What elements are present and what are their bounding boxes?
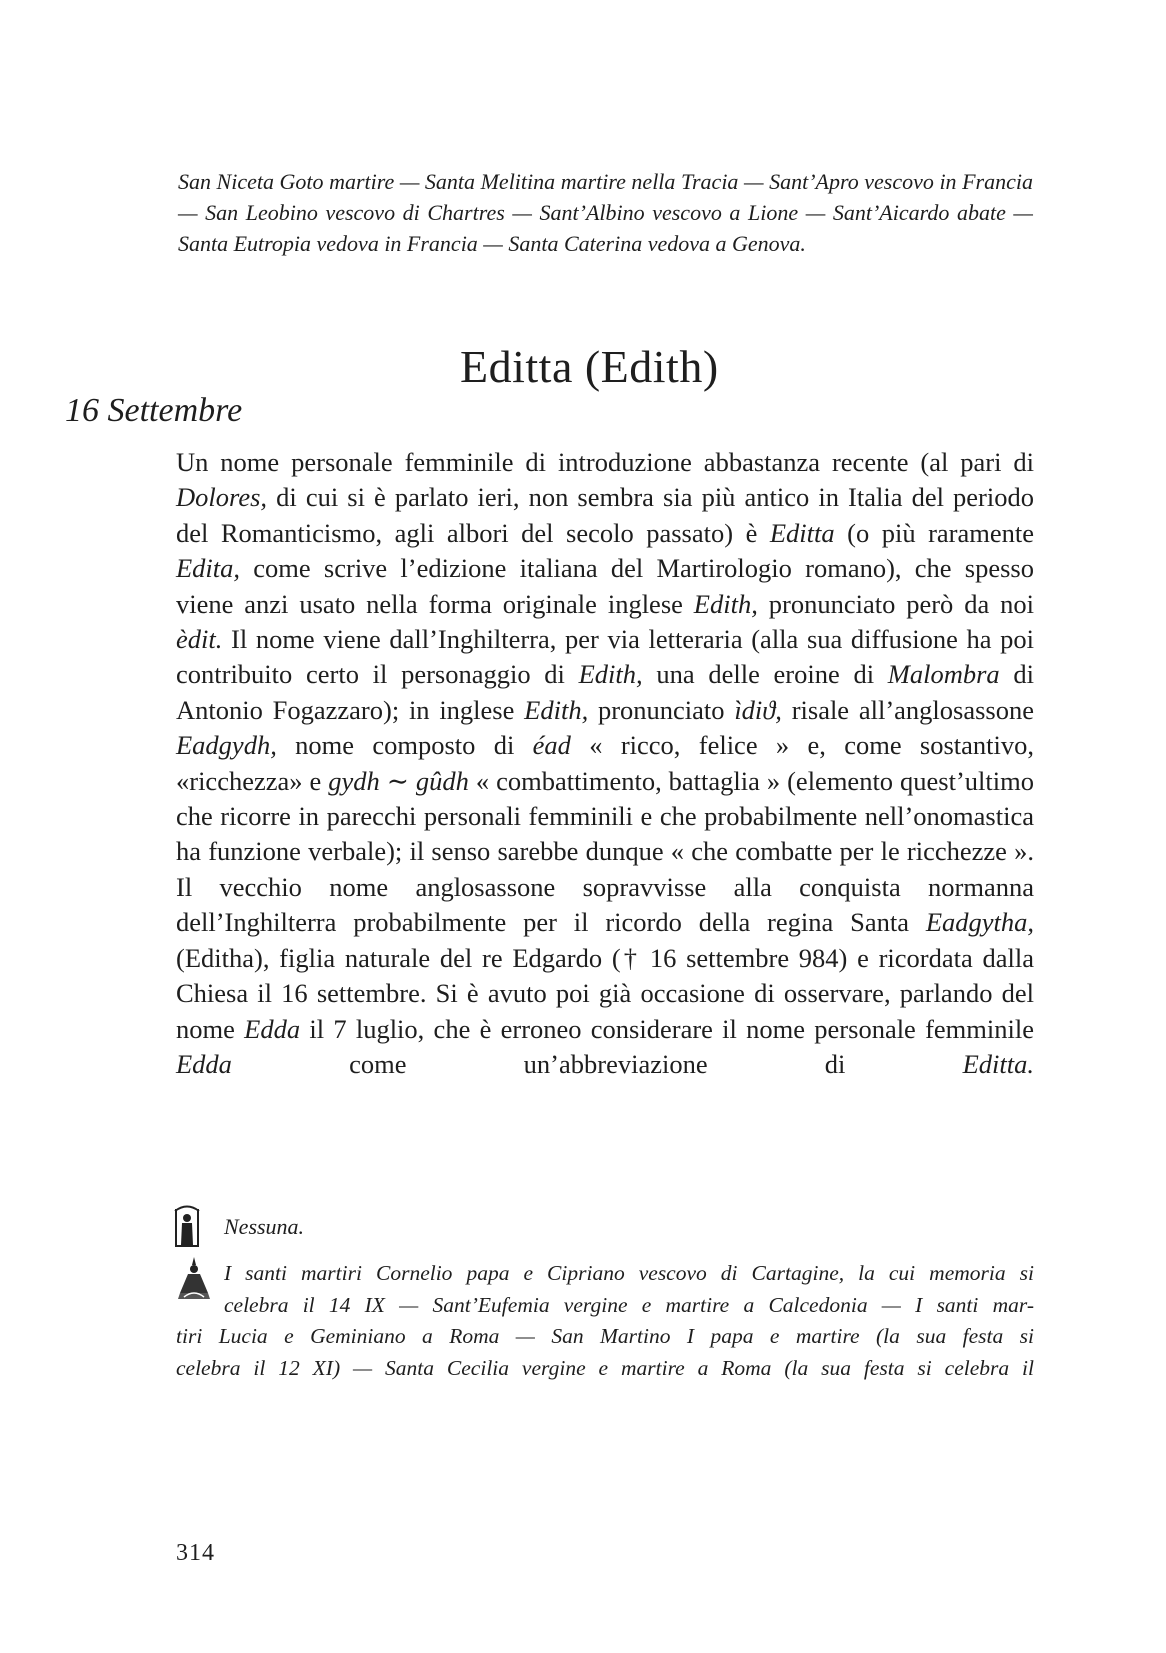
italic-term: Eadgydh, [176,730,277,761]
italic-term: gydh ∼ gûdh [328,765,469,796]
body-segment: « combattimento, battaglia » (elemento quest’ultimo che ricorre in parecchi personali femminili e che probabilmente nell’onomastica ha funzione verbale); il senso sarebbe dunque « che combatte per le ricchezze ». Il vecchio nome anglosassone sopravvisse alla conquista normanna dell’Inghilterra probabilmente per il ricordo della regina Santa [176,765,1034,938]
italic-term: éad [532,730,571,761]
martyrology-line: tiri Lucia e Geminiano a Roma — San Martino I papa e martire (la sua festa si [176,1324,1034,1348]
body-segment: (o più raramente [834,517,1034,548]
italic-term: Dolores, [176,482,268,513]
martyr-figure-icon [174,1255,214,1303]
italic-term: Editta [769,517,835,548]
italic-term: Edith, [524,694,589,725]
body-segment: il 7 luglio, che è erroneo considerare il nome personale femminile [300,1013,1034,1044]
body-segment: pronunciato però da noi [757,588,1034,619]
italic-term: Edda [244,1013,301,1044]
italic-term: ìdiϑ, [734,694,782,725]
italic-term: Editta. [962,1048,1034,1079]
page-number: 314 [176,1540,215,1566]
martyrology-line: celebra il 12 XI) — Santa Cecilia vergine e martire a Roma (la sua festa si celebra il [176,1355,1034,1380]
italic-term: èdit. [176,624,223,655]
martyrology-line: I santi martiri Cornelio papa e Cipriano vescovo di Cartagine, la cui memoria si [224,1261,1034,1285]
body-segment: nome composto di [276,730,533,761]
martyrology-list [176,1258,1034,1384]
patron-saints-text: Nessuna. [224,1214,305,1239]
body-segment: pronunciato [588,694,735,725]
body-segment: una delle eroine di [642,659,888,690]
body-segment: di Antonio Fogazzaro); in inglese [176,659,1034,725]
martyrology-line: celebra il 14 IX — Sant’Eufemia vergine e martire a Calcedonia — I santi mar- [224,1292,1034,1317]
italic-term: Edda [176,1048,232,1079]
body-segment: di cui si è parlato ieri, non sembra sia più antico in Italia del periodo del Romanticismo, agli albori del secolo passato) è [176,482,1034,548]
body-segment: Il nome viene dall’Inghilterra, per via letteraria (alla sua diffusione ha poi contribuito certo il personaggio di [176,624,1034,690]
italic-term: Malombra [887,659,1000,690]
body-segment: come un’abbreviazione di [231,1048,963,1079]
italic-term: Edith, [693,588,758,619]
italic-term: Edith, [578,659,643,690]
italic-term: Edita, [176,553,241,584]
body-segment: (Editha), figlia naturale del re Edgardo († 16 settembre 984) e ricordata dalla Chiesa il 16 settembre. Si è avuto poi già occasione di osservare, parlando del nome [176,942,1034,1044]
body-segment: come scrive l’edizione italiana del Martirologio romano), che spesso viene anzi usato nella forma originale inglese [176,553,1034,619]
saint-figure-icon [174,1205,200,1247]
italic-term: Eadgytha, [925,907,1034,938]
entry-date: 16 Settembre [65,392,243,429]
body-segment: « ricco, felice » e, come sostantivo, «ricchezza» e [176,730,1034,796]
entry-title: Editta (Edith) [460,341,719,392]
body-segment: risale all’anglosassone [781,694,1034,725]
header-saints-list: San Niceta Goto martire — Santa Melitina martire nella Tracia — Sant’Apro vescovo in Francia — San Leobino vescovo di Chartres — Sant’Albino vescovo a Lione — Sant’Aicardo abate — Santa Eutropia vedova in Francia — Santa Caterina vedova a Genova. [178,169,1033,256]
body-segment: Un nome personale femminile di introduzione abbastanza recente (al pari di [176,447,1034,477]
entry-body-text [176,445,1034,1082]
